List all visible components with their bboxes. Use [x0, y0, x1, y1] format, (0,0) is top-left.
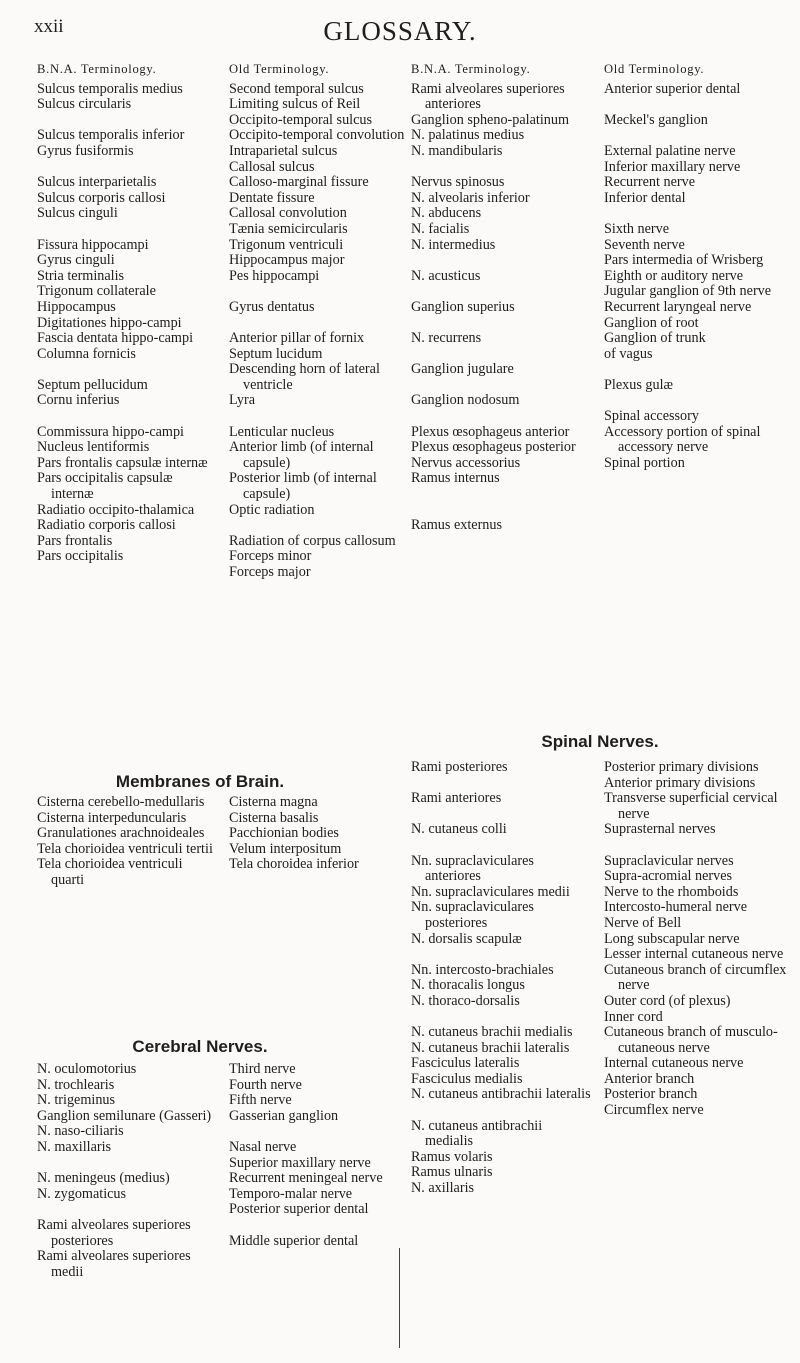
glossary-entry: Nervus spinosus	[411, 174, 505, 191]
spacer	[229, 409, 409, 425]
glossary-entry: Ganglion of root	[604, 314, 699, 331]
glossary-entry: Lyra	[229, 392, 255, 409]
glossary-entry: Nn. supraclaviculares posteriores	[411, 899, 534, 931]
spacer	[411, 316, 591, 332]
glossary-entry: Sulcus temporalis medius	[37, 80, 183, 97]
glossary-entry: Anterior primary divisions	[604, 774, 756, 791]
glossary-entry: Lenticular nucleus	[229, 423, 335, 440]
glossary-entry: Nn. intercosto-brachiales	[411, 961, 554, 978]
glossary-entry: N. mandibularis	[411, 142, 503, 159]
glossary-entry: Nerve to the rhomboids	[604, 883, 739, 900]
glossary-entry: Supraclavicular nerves	[604, 852, 734, 869]
spacer	[411, 947, 591, 963]
spacer	[411, 409, 591, 425]
glossary-entry: Sulcus cinguli	[37, 205, 118, 222]
spacer	[229, 284, 409, 300]
glossary-entry: Septum pellucidum	[37, 376, 148, 393]
entry-list	[411, 760, 591, 1197]
glossary-entry: Cutaneous branch of musculo-cutaneous nerve	[604, 1024, 778, 1056]
glossary-entry: Hippocampus major	[229, 252, 345, 269]
glossary-entry: Fasciculus medialis	[411, 1070, 523, 1087]
page-number: xxii	[34, 16, 64, 37]
spacer	[37, 1202, 217, 1218]
glossary-entry: Fascia dentata hippo-campi	[37, 330, 194, 347]
glossary-entry: Recurrent laryngeal nerve	[604, 298, 752, 315]
glossary-entry: Gyrus dentatus	[229, 298, 315, 315]
glossary-entry: Pars occipitalis	[37, 548, 124, 565]
glossary-entry: N. cutaneus antibrachii lateralis	[411, 1086, 591, 1103]
glossary-entry: Spinal accessory	[604, 408, 699, 425]
glossary-entry: Limiting sulcus of Reil	[229, 96, 361, 113]
glossary-entry: Inferior maxillary nerve	[604, 158, 741, 175]
glossary-entry: Gyrus fusiformis	[37, 142, 134, 159]
glossary-entry: Optic radiation	[229, 501, 315, 518]
glossary-entry: Cisterna cerebello-medullaris	[37, 794, 205, 810]
cerebral-heading: Cerebral Nerves.	[132, 1037, 268, 1056]
glossary-entry: Dentate fissure	[229, 189, 315, 206]
glossary-entry: Ganglion jugulare	[411, 361, 514, 378]
column-header: B.N.A. Terminology.	[411, 62, 531, 76]
glossary-entry: Tela choroidea inferior	[229, 856, 359, 873]
glossary-entry: Pars frontalis capsulæ internæ	[37, 454, 208, 471]
spacer	[411, 487, 591, 503]
glossary-entry: Inferior dental	[604, 189, 686, 206]
glossary-entry: N. thoraco-dorsalis	[411, 992, 520, 1009]
glossary-entry: Plexus gulæ	[604, 376, 673, 393]
spacer	[604, 97, 788, 113]
spacer	[229, 1218, 409, 1234]
spacer	[411, 776, 591, 792]
spacer	[37, 222, 217, 238]
glossary-entry: N. cutaneus antibrachii medialis	[411, 1117, 543, 1150]
entry-list	[229, 82, 409, 581]
glossary-entry: N. thoracalis longus	[411, 977, 525, 994]
membranes-left	[37, 795, 217, 889]
spacer	[37, 160, 217, 176]
glossary-entry: Tænia semicircularis	[229, 220, 348, 237]
glossary-entry: Temporo-malar nerve	[229, 1185, 353, 1202]
glossary-entry: N. trochlearis	[37, 1076, 115, 1093]
glossary-entry: of vagus	[604, 345, 653, 362]
glossary-entry: Anterior superior dental	[604, 80, 741, 97]
glossary-entry: Trigonum ventriculi	[229, 236, 344, 253]
glossary-entry: Gasserian ganglion	[229, 1107, 339, 1124]
glossary-entry: Posterior branch	[604, 1086, 698, 1103]
glossary-entry: Forceps major	[229, 564, 311, 580]
spinal-heading: Spinal Nerves.	[541, 732, 659, 751]
glossary-entry: N. alveolaris inferior	[411, 189, 530, 206]
glossary-entry: Descending horn of lateral ventricle	[229, 361, 380, 393]
spacer	[37, 113, 217, 129]
glossary-entry: Pars frontalis	[37, 532, 113, 549]
glossary-entry: Cutaneous branch of circumflex nerve	[604, 961, 787, 994]
glossary-entry: Fifth nerve	[229, 1092, 292, 1109]
glossary-entry: Ramus ulnaris	[411, 1164, 493, 1181]
spacer	[604, 838, 788, 854]
glossary-entry: Ganglion nodosum	[411, 392, 520, 409]
glossary-entry: Lesser internal cutaneous nerve	[604, 946, 784, 963]
glossary-entry: Tela chorioidea ventriculi tertii	[37, 840, 213, 857]
spacer	[37, 362, 217, 378]
glossary-entry: Pacchionian bodies	[229, 825, 339, 842]
glossary-entry: Nn. supraclaviculares medii	[411, 883, 570, 900]
glossary-entry: N. oculomotorius	[37, 1061, 137, 1077]
glossary-entry: Anterior limb (of internal capsule)	[229, 439, 374, 471]
entry-list	[604, 82, 788, 472]
spacer	[411, 160, 591, 176]
column-header: Old Terminology.	[604, 62, 705, 76]
glossary-entry: Plexus œsophageus posterior	[411, 439, 576, 456]
glossary-entry: Radiation of corpus callosum	[229, 532, 396, 549]
glossary-entry: Nervus accessorius	[411, 454, 521, 471]
glossary-entry: Anterior branch	[604, 1070, 695, 1087]
glossary-entry: Long subscapular nerve	[604, 930, 740, 947]
glossary-entry: Superior maxillary nerve	[229, 1154, 371, 1171]
spacer	[229, 518, 409, 534]
spacer	[411, 503, 591, 519]
glossary-entry: Fissura hippocampi	[37, 236, 149, 253]
spacer	[411, 347, 591, 363]
glossary-entry: N. trigeminus	[37, 1092, 116, 1109]
glossary-entry: Cornu inferius	[37, 392, 120, 409]
glossary-entry: Pes hippocampi	[229, 267, 320, 284]
glossary-entry: N. naso-ciliaris	[37, 1123, 124, 1140]
glossary-entry: Ramus internus	[411, 470, 500, 487]
glossary-entry: Radiatio corporis callosi	[37, 517, 176, 534]
glossary-entry: Posterior limb (of internal capsule)	[229, 470, 377, 503]
glossary-entry: Suprasternal nerves	[604, 821, 716, 838]
bna-column-right	[411, 62, 591, 534]
spacer	[411, 378, 591, 394]
glossary-entry: Middle superior dental	[229, 1232, 359, 1249]
glossary-entry: Callosal convolution	[229, 205, 347, 222]
glossary-entry: Recurrent meningeal nerve	[229, 1170, 383, 1187]
glossary-entry: Ramus volaris	[411, 1148, 493, 1165]
glossary-entry: N. zygomaticus	[37, 1185, 127, 1202]
column-header: B.N.A. Terminology.	[37, 62, 157, 76]
glossary-entry: Gyrus cinguli	[37, 252, 115, 269]
spacer	[411, 284, 591, 300]
glossary-entry: Transverse superficial cervical nerve	[604, 790, 778, 822]
glossary-entry: Commissura hippo-campi	[37, 423, 184, 440]
glossary-entry: Hippocampus	[37, 298, 116, 315]
glossary-entry: Radiatio occipito-thalamica	[37, 501, 195, 518]
spacer	[604, 362, 788, 378]
glossary-entry: Plexus œsophageus anterior	[411, 423, 570, 440]
spacer	[229, 316, 409, 332]
glossary-entry: Posterior primary divisions	[604, 759, 759, 775]
glossary-entry: N. palatinus medius	[411, 127, 525, 144]
glossary-entry: Fasciculus lateralis	[411, 1055, 520, 1072]
spacer	[411, 1103, 591, 1119]
glossary-entry: Septum lucidum	[229, 345, 323, 362]
glossary-entry: Cisterna basalis	[229, 809, 319, 826]
glossary-entry: Nerve of Bell	[604, 914, 682, 931]
glossary-entry: Second temporal sulcus	[229, 80, 364, 97]
glossary-entry: Ganglion spheno-palatinum	[411, 111, 570, 128]
glossary-entry: Nucleus lentiformis	[37, 439, 150, 456]
glossary-entry: Intraparietal sulcus	[229, 142, 338, 159]
spacer	[229, 1124, 409, 1140]
spacer	[604, 206, 788, 222]
glossary-entry: Sulcus circularis	[37, 96, 132, 113]
glossary-entry: Ganglion semilunare (Gasseri)	[37, 1107, 212, 1124]
column-header: Old Terminology.	[229, 62, 330, 76]
glossary-entry: Recurrent nerve	[604, 174, 695, 191]
glossary-entry: N. cutaneus colli	[411, 821, 507, 838]
old-column-right	[604, 62, 788, 471]
entry-list	[229, 1062, 409, 1249]
glossary-entry: Outer cord (of plexus)	[604, 992, 731, 1009]
glossary-entry: Nn. supraclaviculares anteriores	[411, 852, 534, 885]
glossary-entry: Rami anteriores	[411, 790, 502, 807]
glossary-entry: Supra-acromial nerves	[604, 868, 733, 885]
glossary-entry: Rami alveolares superiores posteriores	[37, 1216, 191, 1249]
glossary-entry: Nasal nerve	[229, 1138, 297, 1155]
glossary-entry: Forceps minor	[229, 548, 312, 565]
glossary-entry: N. facialis	[411, 220, 470, 237]
glossary-entry: N. recurrens	[411, 330, 482, 347]
glossary-entry: Callosal sulcus	[229, 158, 315, 175]
glossary-entry: N. cutaneus brachii medialis	[411, 1024, 573, 1041]
spinal-right	[604, 760, 788, 1119]
glossary-entry: Rami alveolares superiores anteriores	[411, 80, 565, 113]
glossary-entry: Inner cord	[604, 1008, 663, 1025]
glossary-entry: N. intermedius	[411, 236, 496, 253]
glossary-entry: Intercosto-humeral nerve	[604, 899, 747, 916]
membranes-heading: Membranes of Brain.	[115, 772, 285, 791]
spacer	[37, 409, 217, 425]
glossary-entry: Occipito-temporal sulcus	[229, 111, 373, 128]
spacer	[411, 253, 591, 269]
glossary-entry: Sulcus temporalis inferior	[37, 127, 185, 144]
spacer	[411, 807, 591, 823]
spacer	[604, 393, 788, 409]
bna-column-left	[37, 62, 217, 565]
entry-list	[37, 82, 217, 565]
glossary-entry: N. acusticus	[411, 267, 481, 284]
glossary-entry: N. abducens	[411, 205, 482, 222]
glossary-entry: Cisterna interpeduncularis	[37, 809, 187, 826]
glossary-entry: Fourth nerve	[229, 1076, 302, 1093]
column-rule	[399, 1248, 400, 1348]
cerebral-left	[37, 1062, 217, 1280]
glossary-entry: Calloso-marginal fissure	[229, 174, 369, 191]
glossary-entry: Anterior pillar of fornix	[229, 330, 365, 347]
glossary-entry: Eighth or auditory nerve	[604, 267, 744, 284]
glossary-entry: Digitationes hippo-campi	[37, 314, 182, 331]
glossary-entry: N. dorsalis scapulæ	[411, 930, 522, 947]
glossary-entry: Stria terminalis	[37, 267, 125, 284]
glossary-entry: Velum interpositum	[229, 840, 342, 857]
glossary-entry: External palatine nerve	[604, 142, 736, 159]
cerebral-right	[229, 1062, 409, 1249]
spacer	[37, 1156, 217, 1172]
glossary-entry: Ganglion of trunk	[604, 330, 706, 347]
entry-list	[37, 795, 217, 889]
entry-list	[604, 760, 788, 1119]
glossary-entry: Circumflex nerve	[604, 1102, 704, 1119]
entry-list	[229, 795, 409, 873]
glossary-entry: N. maxillaris	[37, 1138, 112, 1155]
glossary-entry: Internal cutaneous nerve	[604, 1055, 744, 1072]
glossary-entry: Trigonum collaterale	[37, 283, 156, 300]
glossary-entry: Sulcus interparietalis	[37, 174, 157, 191]
glossary-entry: Cisterna magna	[229, 794, 318, 810]
entry-list	[411, 82, 591, 534]
glossary-entry: Meckel's ganglion	[604, 111, 708, 128]
glossary-entry: Rami posteriores	[411, 759, 508, 775]
glossary-entry: Seventh nerve	[604, 236, 685, 253]
glossary-entry: N. axillaris	[411, 1180, 475, 1197]
spacer	[604, 128, 788, 144]
glossary-entry: Occipito-temporal convolution	[229, 127, 405, 144]
glossary-entry: Accessory portion of spinal accessory nerve	[604, 423, 761, 456]
glossary-entry: Sixth nerve	[604, 220, 670, 237]
glossary-entry: Sulcus corporis callosi	[37, 189, 166, 206]
glossary-entry: Granulationes arachnoideales	[37, 825, 205, 842]
glossary-entry: Pars occipitalis capsulæ internæ	[37, 470, 173, 503]
spinal-left	[411, 760, 591, 1197]
old-column-left	[229, 62, 409, 581]
glossary-entry: N. meningeus (medius)	[37, 1170, 170, 1187]
glossary-entry: Tela chorioidea ventriculi quarti	[37, 856, 183, 888]
glossary-entry: Posterior superior dental	[229, 1201, 369, 1218]
spacer	[411, 838, 591, 854]
glossary-entry: Third nerve	[229, 1061, 296, 1077]
glossary-entry: Pars intermedia of Wrisberg	[604, 252, 764, 269]
membranes-right	[229, 795, 409, 873]
glossary-entry: Columna fornicis	[37, 345, 136, 362]
glossary-entry: Ganglion superius	[411, 298, 515, 315]
glossary-entry: N. cutaneus brachii lateralis	[411, 1039, 570, 1056]
glossary-entry: Ramus externus	[411, 517, 503, 534]
page-title: GLOSSARY.	[323, 16, 477, 46]
spacer	[411, 1010, 591, 1026]
glossary-entry: Spinal portion	[604, 454, 685, 471]
glossary-entry: Rami alveolares superiores medii	[37, 1248, 191, 1280]
entry-list	[37, 1062, 217, 1280]
glossary-entry: Jugular ganglion of 9th nerve	[604, 283, 772, 300]
